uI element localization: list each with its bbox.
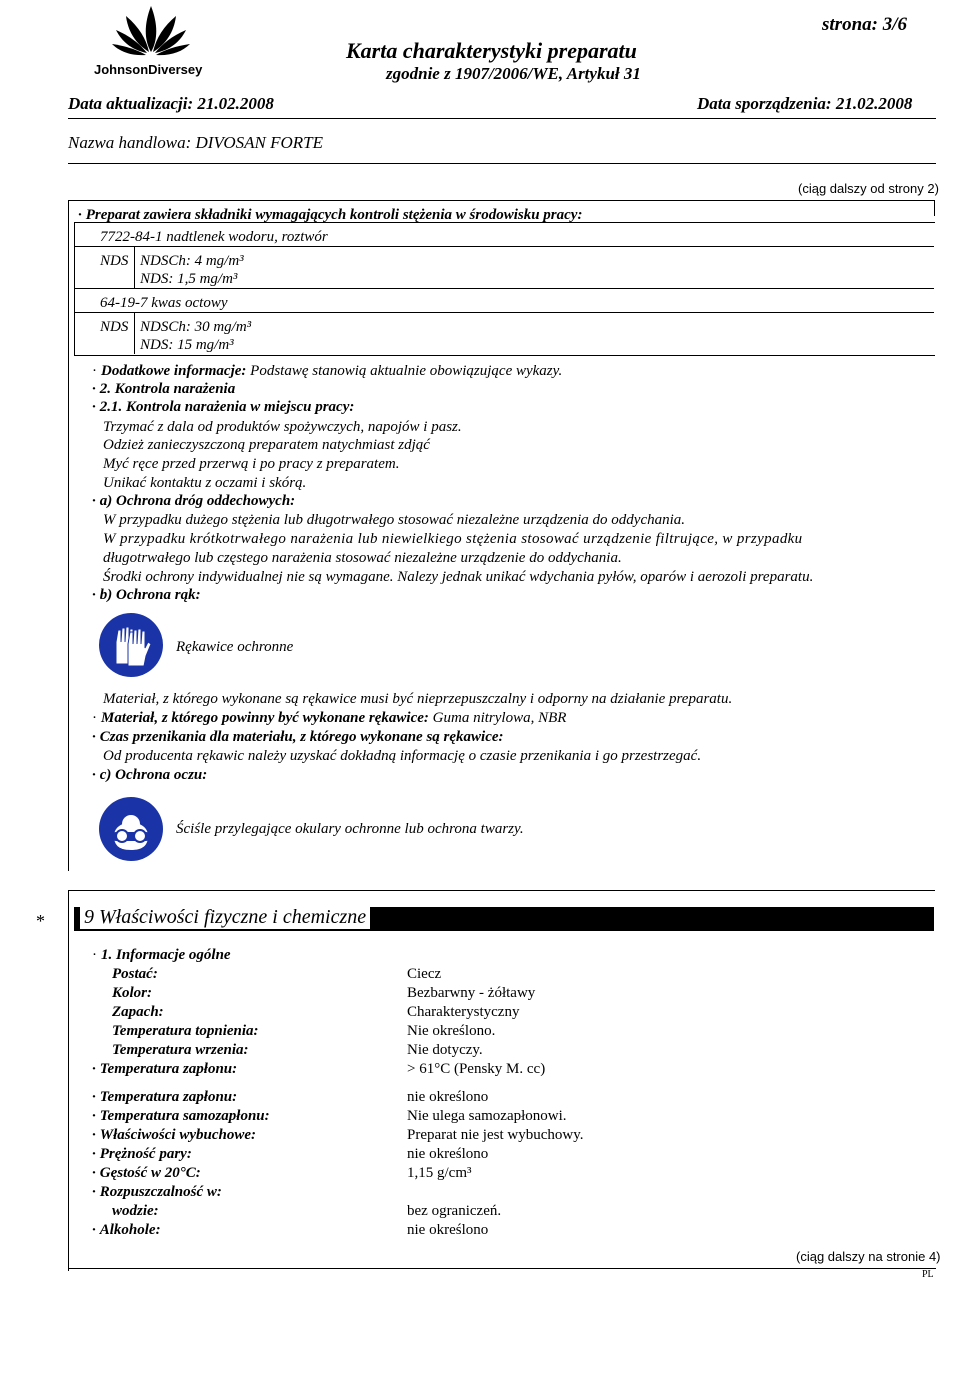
control-subheading: · 2.1. Kontrola narażenia w miejscu pracy: — [92, 398, 354, 416]
glove-material: · Materiał, z którego powinny być wykonane rękawice: Guma nitrylowa, NBR — [92, 709, 566, 727]
substance-name: 7722-84-1 nadtlenek wodoru, roztwór — [100, 229, 328, 245]
limit-value: NDS: 1,5 mg/m³ — [140, 271, 238, 287]
prop-label: · Gęstość w 20°C: — [92, 1164, 201, 1183]
header-divider — [68, 118, 936, 119]
gloves-caption: Rękawice ochronne — [176, 639, 294, 655]
prop-value: Ciecz — [407, 966, 442, 982]
footer-divider — [68, 1268, 936, 1269]
creation-date: Data sporządzenia: 21.02.2008 — [697, 94, 913, 113]
limit-value: NDSCh: 4 mg/m³ — [140, 253, 244, 269]
prop-label: Temperatura wrzenia: — [112, 1042, 249, 1058]
substance-name: 64-19-7 kwas octowy — [100, 295, 228, 311]
limit-type: NDS — [100, 319, 129, 335]
continued-to: (ciąg dalszy na stronie 4) — [796, 1249, 941, 1264]
prop-value: nie określono — [407, 1089, 489, 1105]
change-marker: * — [36, 911, 45, 931]
penetration-text: Od producenta rękawic należy uzyskać dokładną informację o czasie przenikania i go przestrzegać. — [103, 748, 702, 764]
penetration-heading: · Czas przenikania dla materiału, z którego wykonane są rękawice: — [92, 728, 504, 746]
prop-label: · Właściwości wybuchowe: — [92, 1126, 256, 1145]
goggles-caption: Ściśle przylegające okulary ochronne lub ochrona twarzy. — [176, 821, 524, 837]
continued-from: (ciąg dalszy od strony 2) — [798, 181, 939, 196]
prop-value: 1,15 g/cm³ — [407, 1165, 472, 1181]
document-subtitle: zgodnie z 1907/2006/WE, Artykuł 31 — [386, 64, 641, 83]
page-number: strona: 3/6 — [822, 14, 907, 35]
prop-value: > 61°C (Pensky M. cc) — [407, 1061, 546, 1077]
limit-value: NDSCh: 30 mg/m³ — [140, 319, 252, 335]
prop-label: Temperatura topnienia: — [112, 1023, 259, 1039]
trade-name-divider — [68, 163, 936, 164]
prop-label: · Alkohole: — [92, 1221, 161, 1240]
respiratory-line: Środki ochrony indywidualnej nie są wymagane. Nalezy jednak unikać wdychania pyłów, oparów i aerozoli preparatu. — [103, 569, 814, 585]
respiratory-heading: · a) Ochrona dróg oddechowych: — [92, 492, 295, 510]
prop-value: Bezbarwny - żółtawy — [407, 985, 536, 1001]
update-date: Data aktualizacji: 21.02.2008 — [68, 94, 274, 113]
logo-text: JohnsonDiversey — [94, 62, 203, 77]
limit-type: NDS — [100, 253, 129, 269]
prop-value: bez ograniczeń. — [407, 1203, 502, 1219]
control-line: Unikać kontaktu z oczami i skórą. — [103, 475, 307, 491]
prop-label: Zapach: — [112, 1004, 164, 1020]
control-heading: · 2. Kontrola narażenia — [92, 380, 235, 398]
general-heading: · 1. Informacje ogólne — [92, 946, 231, 965]
trade-name: Nazwa handlowa: DIVOSAN FORTE — [68, 133, 323, 152]
prop-value: Charakterystyczny — [407, 1004, 520, 1020]
control-line: Myć ręce przed przerwą i po pracy z preparatem. — [103, 456, 400, 472]
language-code: PL — [922, 1269, 934, 1280]
additional-info: · Dodatkowe informacje: Podstawę stanowią aktualnie obowiązujące wykazy. — [92, 362, 562, 380]
hands-heading: · b) Ochrona rąk: — [92, 586, 201, 604]
prop-value: Nie ulega samozapłonowi. — [407, 1108, 567, 1124]
limit-value: NDS: 15 mg/m³ — [140, 337, 234, 353]
prop-value: nie określono — [407, 1222, 489, 1238]
exposure-intro: · Preparat zawiera składniki wymagających kontroli stężenia w środowisku pracy: — [78, 206, 582, 224]
control-line: Odzież zanieczyszczoną preparatem natychmiast zdjąć — [103, 437, 430, 453]
prop-label: wodzie: — [112, 1203, 159, 1219]
section9-title: 9 Właściwości fizyczne i chemiczne — [80, 906, 370, 929]
document-title: Karta charakterystyki preparatu — [346, 38, 637, 63]
glove-material-text: Materiał, z którego wykonane są rękawice musi być nieprzepuszczalny i odporny na działanie preparatu. — [103, 691, 733, 707]
prop-value: Nie określono. — [407, 1023, 496, 1039]
flower-logo-icon — [86, 2, 216, 60]
respiratory-line: W przypadku dużego stężenia lub długotrwałego stosować niezależne urządzenia do oddychania. — [103, 512, 686, 528]
prop-label: · Rozpuszczalność w: — [92, 1183, 222, 1202]
respiratory-line: W przypadku krótkotrwałego narażenia lub niewielkiego stężenia stosować urządzenie filtrujące, w przypadku — [103, 531, 803, 547]
prop-label: · Temperatura zapłonu: — [92, 1060, 237, 1079]
prop-label: · Temperatura samozapłonu: — [92, 1107, 270, 1126]
prop-value: Nie dotyczy. — [407, 1042, 483, 1058]
eyes-heading: · c) Ochrona oczu: — [92, 766, 207, 784]
prop-label: Postać: — [112, 966, 158, 982]
company-logo — [86, 2, 216, 77]
goggles-icon — [98, 796, 164, 862]
gloves-icon — [98, 612, 164, 678]
prop-value: Preparat nie jest wybuchowy. — [407, 1127, 584, 1143]
prop-label: Kolor: — [112, 985, 153, 1001]
prop-value: nie określono — [407, 1146, 489, 1162]
prop-label: · Temperatura zapłonu: — [92, 1088, 237, 1107]
control-line: Trzymać z dala od produktów spożywczych, napojów i pasz. — [103, 419, 462, 435]
prop-label: · Prężność pary: — [92, 1145, 192, 1164]
respiratory-line: długotrwałego lub częstego narażenia stosować niezależne urządzenie do oddychania. — [103, 550, 622, 566]
